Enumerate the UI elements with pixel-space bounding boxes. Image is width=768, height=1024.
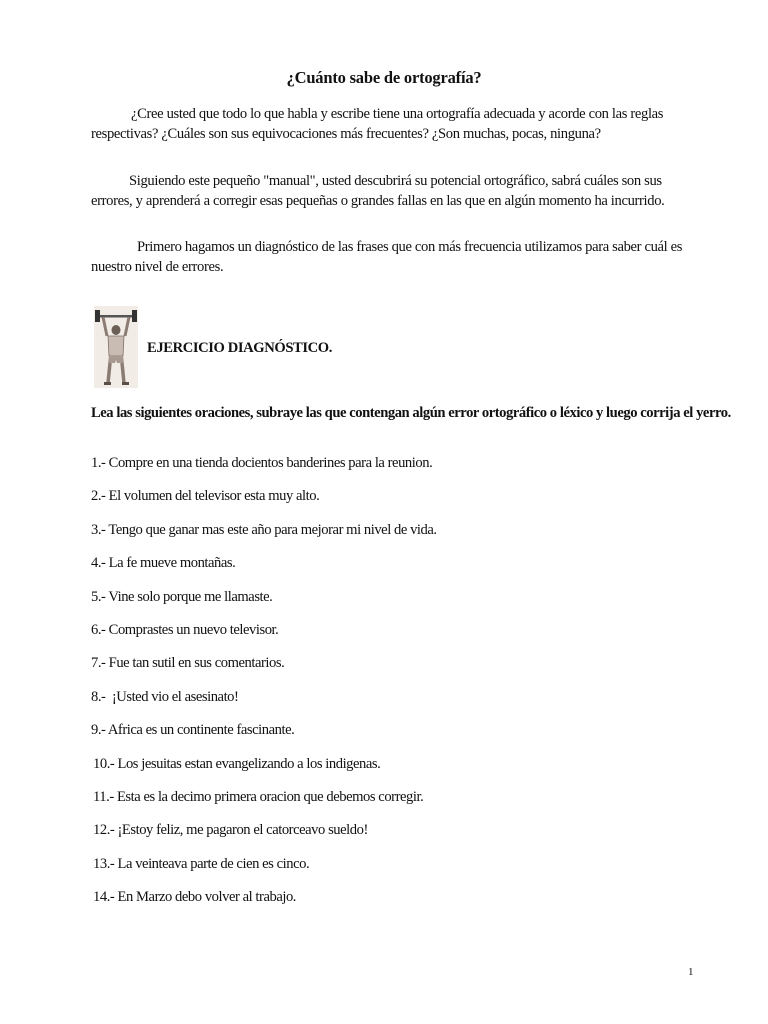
- list-item: 10.- Los jesuitas estan evangelizando a los indigenas.: [93, 755, 381, 772]
- list-item: 11.- Esta es la decimo primera oracion que debemos corregir.: [93, 788, 424, 805]
- document-title: ¿Cuánto sabe de ortografía?: [286, 68, 482, 87]
- exercise-heading: EJERCICIO DIAGNÓSTICO.: [147, 340, 333, 356]
- list-item: 6.- Comprastes un nuevo televisor.: [91, 621, 279, 638]
- list-item: 2.- El volumen del televisor esta muy alto.: [91, 488, 320, 505]
- weightlifter-icon: [94, 306, 138, 388]
- list-item: 14.- En Marzo debo volver al trabajo.: [93, 889, 296, 906]
- page-number: 1: [688, 966, 694, 978]
- list-item: 8.- ¡Usted vio el asesinato!: [91, 688, 239, 705]
- exercise-sentence-list: [91, 453, 437, 920]
- list-item: 3.- Tengo que ganar mas este año para mejorar mi nivel de vida.: [91, 521, 437, 538]
- intro-paragraph-3: Primero hagamos un diagnóstico de las frases que con más frecuencia utilizamos para saber cuál es nuestro nivel de errores.: [91, 239, 683, 275]
- list-item: 5.- Vine solo porque me llamaste.: [91, 588, 273, 605]
- intro-paragraph-2: Siguiendo este pequeño "manual", usted descubrirá su potencial ortográfico, sabrá cuáles son sus errores, y aprenderá a corregir esas pequeñas o grandes fallas en las que en algún momento ha incurrido.: [91, 173, 665, 209]
- intro-paragraph-1: ¿Cree usted que todo lo que habla y escribe tiene una ortografía adecuada y acorde con las reglas respectivas? ¿Cuáles son sus equivocaciones más frecuentes? ¿Son muchas, pocas, ninguna?: [91, 106, 664, 142]
- list-item: 4.- La fe mueve montañas.: [91, 555, 236, 572]
- list-item: 12.- ¡Estoy feliz, me pagaron el catorceavo sueldo!: [93, 822, 368, 839]
- list-item: 7.- Fue tan sutil en sus comentarios.: [91, 655, 285, 672]
- exercise-instructions: Lea las siguientes oraciones, subraye las que contengan algún error ortográfico o léxico y luego corrija el yerro.: [91, 405, 731, 421]
- list-item: 9.- Africa es un continente fascinante.: [91, 722, 295, 739]
- list-item: 13.- La veinteava parte de cien es cinco.: [93, 855, 310, 872]
- list-item: 1.- Compre en una tienda docientos banderines para la reunion.: [91, 455, 433, 471]
